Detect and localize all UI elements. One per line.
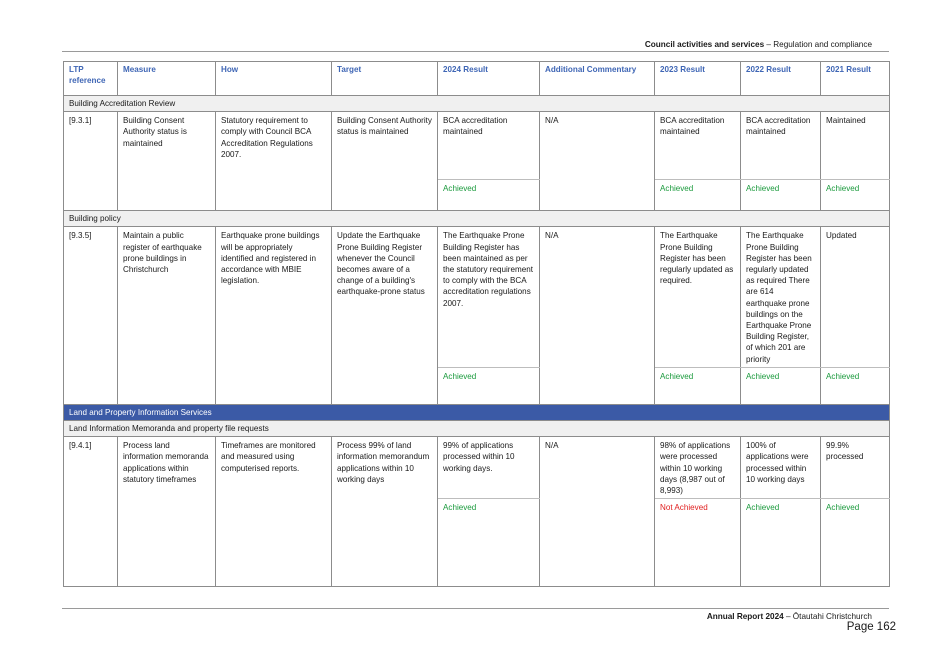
- section-row: [64, 421, 890, 437]
- how-cell: Timeframes are monitored and measured using computerised reports.: [216, 437, 332, 587]
- section-title: Building policy: [64, 211, 890, 227]
- col-header: Measure: [118, 62, 216, 96]
- header-rule: [62, 51, 889, 52]
- col-header: Target: [332, 62, 438, 96]
- section-row: [64, 96, 890, 112]
- footer-title: Annual Report 2024: [706, 612, 784, 621]
- status-2024: Achieved: [438, 180, 540, 211]
- status-2022: Achieved: [741, 367, 821, 404]
- measure-cell: Maintain a public register of earthquake prone buildings in Christchurch: [118, 227, 216, 404]
- header-section: Council activities and services: [644, 40, 765, 49]
- category-title: Land and Property Information Services: [64, 404, 890, 420]
- target-cell: Update the Earthquake Prone Building Register whenever the Council becomes aware of a change of a building's earthquake-prone status: [332, 227, 438, 404]
- table-row: [64, 112, 890, 180]
- table-row: [64, 227, 890, 367]
- section-title: Land Information Memoranda and property file requests: [64, 421, 890, 437]
- status-2023: Not Achieved: [655, 499, 741, 587]
- category-band: [64, 404, 890, 420]
- result-2021: 99.9% processed: [821, 437, 890, 499]
- target-cell: Building Consent Authority status is maintained: [332, 112, 438, 211]
- header-subsection: – Regulation and compliance: [764, 40, 872, 49]
- commentary-cell: N/A: [540, 112, 655, 211]
- result-2021: Updated: [821, 227, 890, 367]
- commentary-cell: N/A: [540, 227, 655, 404]
- ltp-reference: [9.3.1]: [64, 112, 118, 211]
- result-2024: 99% of applications processed within 10 working days.: [438, 437, 540, 499]
- result-2024: BCA accreditation maintained: [438, 112, 540, 180]
- page-number: Page 162: [846, 621, 896, 633]
- measure-cell: Process land information memoranda applications within statutory timeframes: [118, 437, 216, 587]
- col-header: 2023 Result: [655, 62, 741, 96]
- result-2022: The Earthquake Prone Building Register has been regularly updated as required There are 614 earthquake prone buildings on the Earthquake Prone Building Register, of which 201 are priority: [741, 227, 821, 367]
- running-header: [645, 40, 872, 49]
- status-2023: Achieved: [655, 180, 741, 211]
- result-2023: 98% of applications were processed within 10 working days (8,987 out of 8,993): [655, 437, 741, 499]
- status-2021: Achieved: [821, 367, 890, 404]
- result-2022: 100% of applications were processed within 10 working days: [741, 437, 821, 499]
- table-row: [64, 437, 890, 499]
- table-header-row: [64, 62, 890, 96]
- status-2022: Achieved: [741, 180, 821, 211]
- col-header: How: [216, 62, 332, 96]
- status-2024: Achieved: [438, 367, 540, 404]
- result-2024: The Earthquake Prone Building Register has been maintained as per the statutory requirement to comply with the BCA accreditation regulations 2007.: [438, 227, 540, 367]
- status-2021: Achieved: [821, 180, 890, 211]
- result-2023: The Earthquake Prone Building Register has been regularly updated as required.: [655, 227, 741, 367]
- measure-cell: Building Consent Authority status is maintained: [118, 112, 216, 211]
- status-2024: Achieved: [438, 499, 540, 587]
- how-cell: Statutory requirement to comply with Council BCA Accreditation Regulations 2007.: [216, 112, 332, 211]
- col-header: Additional Commentary: [540, 62, 655, 96]
- performance-table: [63, 61, 890, 587]
- result-2023: BCA accreditation maintained: [655, 112, 741, 180]
- footer-subtitle: – Ōtautahi Christchurch: [783, 612, 872, 621]
- ltp-reference: [9.4.1]: [64, 437, 118, 587]
- section-row: [64, 211, 890, 227]
- col-header: LTP reference: [64, 62, 118, 96]
- status-2022: Achieved: [741, 499, 821, 587]
- col-header: 2021 Result: [821, 62, 890, 96]
- target-cell: Process 99% of land information memorandum applications within 10 working days: [332, 437, 438, 587]
- footer-rule: [62, 608, 889, 609]
- result-2021: Maintained: [821, 112, 890, 180]
- how-cell: Earthquake prone buildings will be appropriately identified and registered in accordance with MBIE legislation.: [216, 227, 332, 404]
- ltp-reference: [9.3.5]: [64, 227, 118, 404]
- col-header: 2024 Result: [438, 62, 540, 96]
- status-2021: Achieved: [821, 499, 890, 587]
- running-footer: [707, 612, 872, 621]
- result-2022: BCA accreditation maintained: [741, 112, 821, 180]
- col-header: 2022 Result: [741, 62, 821, 96]
- section-title: Building Accreditation Review: [64, 96, 890, 112]
- status-2023: Achieved: [655, 367, 741, 404]
- commentary-cell: N/A: [540, 437, 655, 587]
